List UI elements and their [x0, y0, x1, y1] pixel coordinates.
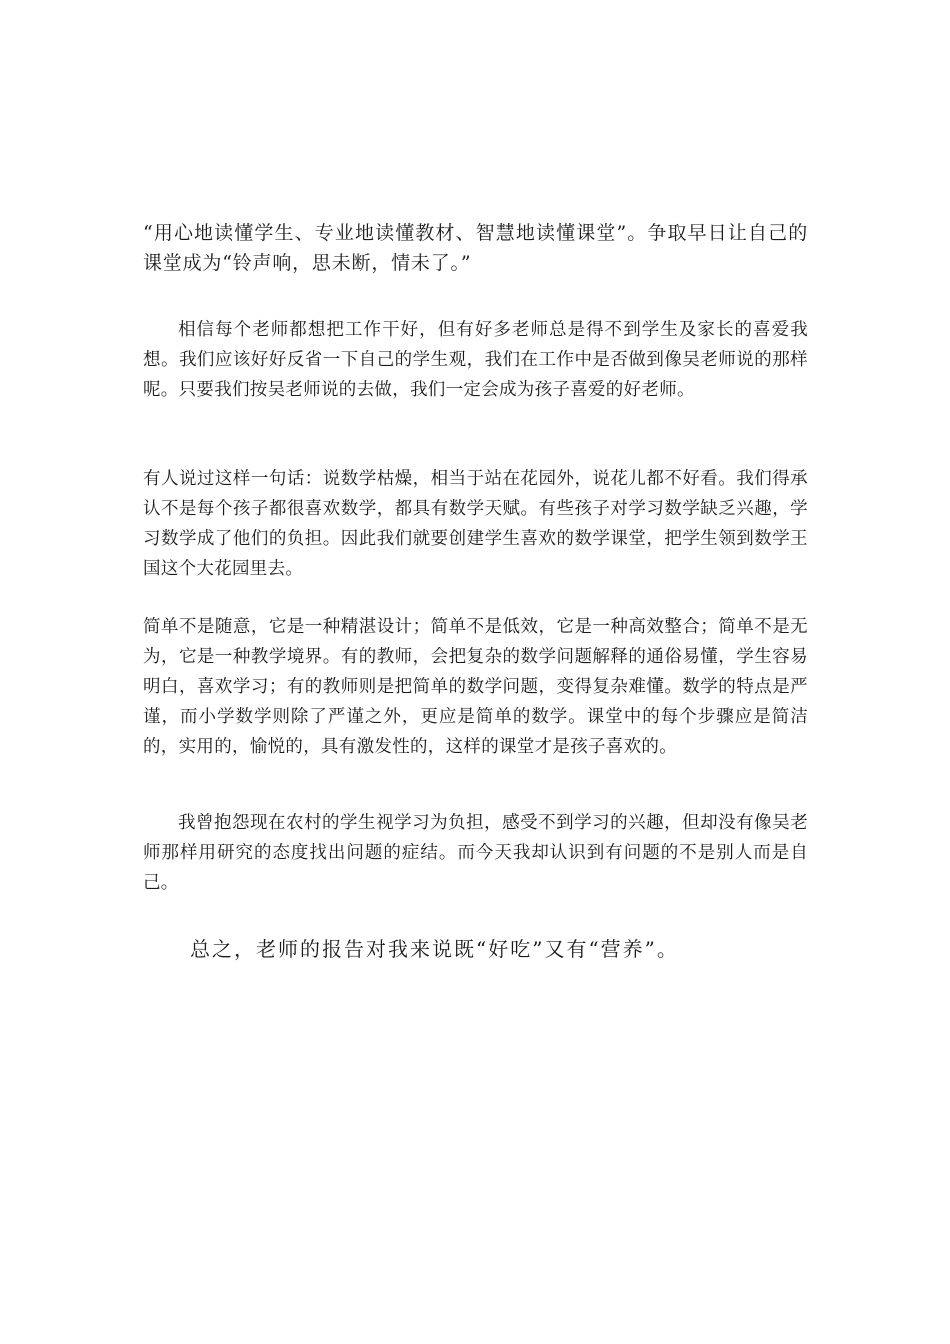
paragraph-student-view: 相信每个老师都想把工作干好，但有好多老师总是得不到学生及家长的喜爱我想。我们应该好好反省一下自己的学生观，我们在工作中是否做到像吴老师说的那样呢。只要我们按吴老师说的去做，我们一定会成为孩子喜爱的好老师。 — [143, 320, 808, 400]
paragraph-reading-students: “用心地读懂学生、专业地读懂教材、智慧地读懂课堂”。争取早日让自己的课堂成为“铃声响，思未断，情未了。” — [143, 222, 808, 274]
paragraph-conclusion: 总之，老师的报告对我来说既“好吃”又有“营养”。 — [190, 937, 679, 961]
paragraph-math-garden: 有人说过这样一句话：说数学枯燥，相当于站在花园外，说花儿都不好看。我们得承认不是每个孩子都很喜欢数学，都具有数学天赋。有些孩子对学习数学缺乏兴趣，学习数学成了他们的负担。因此我们就要创建学生喜欢的数学课堂，把学生领到数学王国这个大花园里去。 — [143, 469, 808, 579]
paragraph-reflection: 我曾抱怨现在农村的学生视学习为负担，感受不到学习的兴趣，但却没有像吴老师那样用研究的态度找出问题的症结。而今天我却认识到有问题的不是别人而是自己。 — [143, 813, 808, 893]
paragraph-simplicity: 简单不是随意，它是一种精湛设计；简单不是低效，它是一种高效整合；简单不是无为，它是一种教学境界。有的教师，会把复杂的数学问题解释的通俗易懂，学生容易明白，喜欢学习；有的教师则是把简单的数学问题，变得复杂难懂。数学的特点是严谨，而小学数学则除了严谨之外，更应是简单的数学。课堂中的每个步骤应是简洁的，实用的，愉悦的，具有激发性的，这样的课堂才是孩子喜欢的。 — [143, 617, 808, 757]
